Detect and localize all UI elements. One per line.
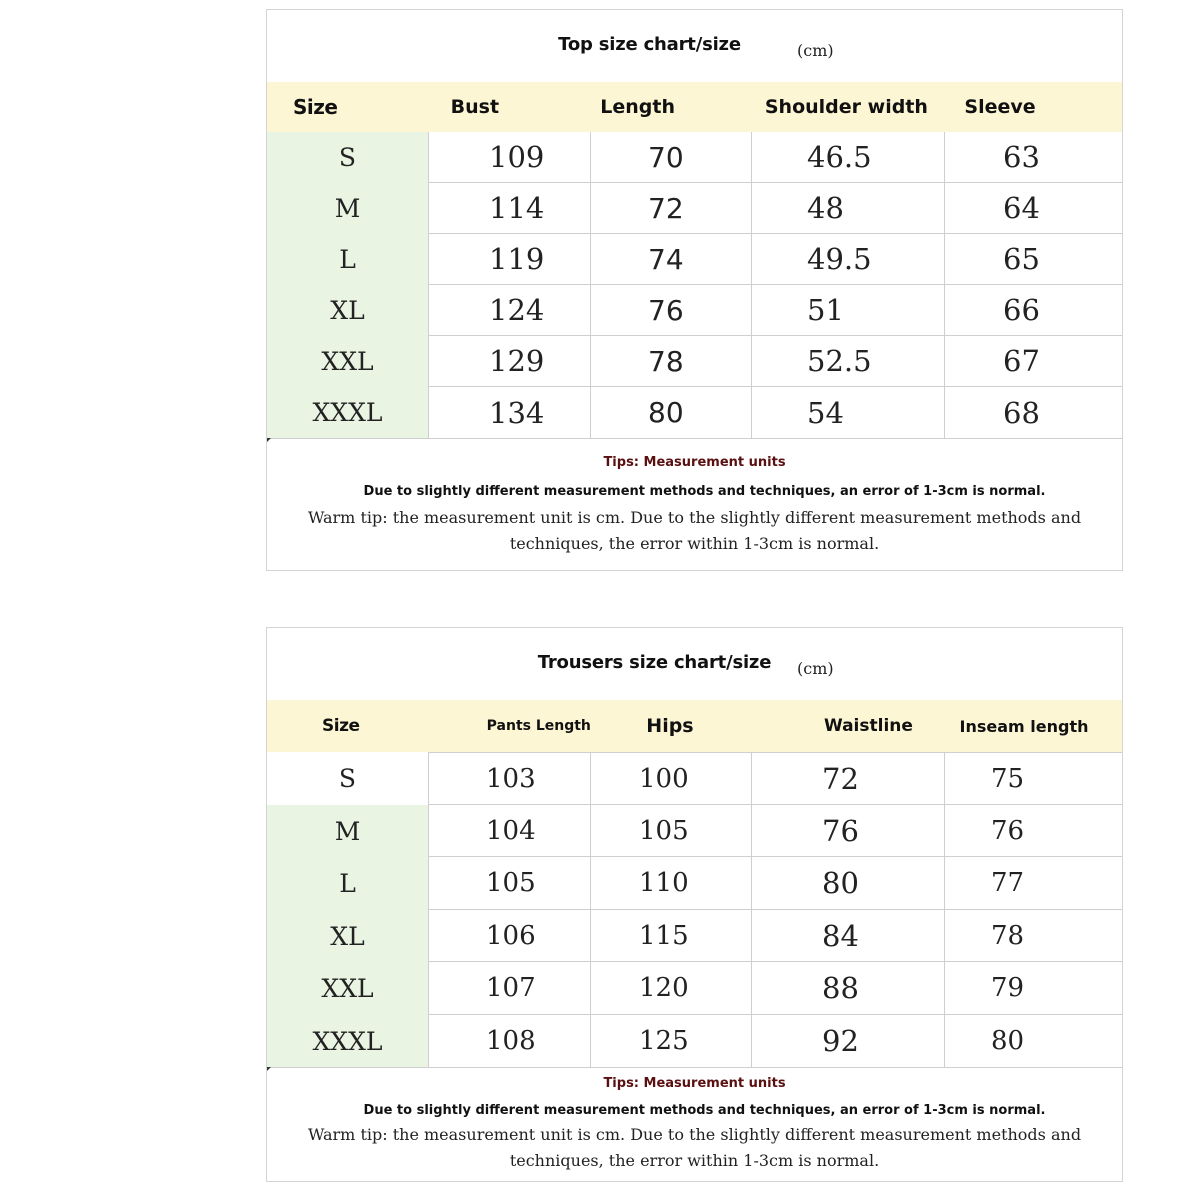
top-title-row [267,10,1122,82]
table-row [428,962,1122,1015]
tips-title: Tips: Measurement units [603,455,786,470]
waistline-cell: 88 [751,962,944,1014]
sleeve-cell: 65 [944,234,1122,284]
trousers-table-body [267,752,1122,1067]
pants-length-cell: 103 [428,753,590,804]
top-data-columns [428,132,1122,438]
table-row [428,387,1122,438]
top-header-bust: Bust [450,96,500,118]
inseam-length-cell: 75 [944,753,1122,804]
shoulder-width-cell: 46.5 [751,132,944,182]
length-cell: 70 [590,132,751,182]
inseam-length-cell: 76 [944,805,1122,856]
waistline-cell: 80 [751,857,944,909]
size-cell: XL [330,296,365,325]
size-cell: XXL [321,347,374,376]
size-cell: S [338,143,357,172]
shoulder-width-cell: 54 [751,387,944,438]
waistline-cell: 76 [751,805,944,856]
waistline-cell: 72 [751,753,944,804]
top-header-size: Size [293,95,338,119]
hips-cell: 120 [590,962,751,1014]
warm-tip: Warm tip: the measurement unit is cm. Due to the slightly different measurement methods and techniques, the error within 1-3cm is normal. [307,508,1082,553]
size-cell: XXXL [267,1015,428,1067]
sleeve-cell: 68 [944,387,1122,438]
corner-mark [267,1067,271,1071]
tips-line: Due to slightly different measurement methods and techniques, an error of 1-3cm is normal. [363,484,1046,499]
table-row [428,857,1122,910]
tips-title: Tips: Measurement units [603,1076,786,1091]
bust-cell: 114 [428,183,590,233]
table-row [428,1015,1122,1067]
top-size-chart [266,9,1123,571]
trousers-size-column [267,752,428,1067]
trousers-header-inseam-length: Inseam length [959,716,1089,736]
top-chart-title: Top size chart/size [558,34,741,55]
hips-cell: 100 [590,753,751,804]
size-cell: XXL [267,962,428,1015]
size-cell: L [267,857,428,910]
length-cell: 78 [590,336,751,386]
trousers-data-columns [428,752,1122,1067]
trousers-chart-title: Trousers size chart/size [537,652,772,673]
table-row [428,336,1122,387]
top-header-row [267,82,1122,132]
trousers-size-chart [266,627,1123,1182]
bust-cell: 119 [428,234,590,284]
table-row [428,805,1122,857]
shoulder-width-cell: 48 [751,183,944,233]
sleeve-cell: 67 [944,336,1122,386]
top-header-sleeve: Sleeve [964,96,1036,118]
sleeve-cell: 63 [944,132,1122,182]
bust-cell: 129 [428,336,590,386]
hips-cell: 115 [590,910,751,961]
bust-cell: 109 [428,132,590,182]
table-row [428,285,1122,336]
size-cell: M [267,805,428,857]
inseam-length-cell: 79 [944,962,1122,1014]
pants-length-cell: 107 [428,962,590,1014]
inseam-length-cell: 78 [944,910,1122,961]
trousers-header-size: Size [322,716,360,736]
sleeve-cell: 66 [944,285,1122,335]
trousers-header-hips: Hips [646,715,694,737]
top-size-column [267,132,428,438]
warm-tip: Warm tip: the measurement unit is cm. Due to the slightly different measurement methods and techniques, the error within 1-3cm is normal. [307,1125,1082,1170]
corner-mark [267,438,271,442]
size-cell: M [334,194,361,223]
bust-cell: 124 [428,285,590,335]
pants-length-cell: 106 [428,910,590,961]
size-cell: S [338,764,357,793]
table-row [428,183,1122,234]
pants-length-cell: 105 [428,857,590,909]
top-table-body [267,132,1122,438]
bust-cell: 134 [428,387,590,438]
trousers-title-row [267,628,1122,700]
table-row [428,910,1122,962]
table-row [428,752,1122,805]
length-cell: 80 [590,387,751,438]
top-tips-section [267,438,1122,557]
size-cell: XL [267,910,428,962]
inseam-length-cell: 80 [944,1015,1122,1067]
shoulder-width-cell: 49.5 [751,234,944,284]
length-cell: 76 [590,285,751,335]
waistline-cell: 84 [751,910,944,961]
top-header-shoulder-width: Shoulder width [764,96,928,118]
size-cell: XXXL [312,398,383,427]
shoulder-width-cell: 51 [751,285,944,335]
length-cell: 72 [590,183,751,233]
trousers-header-pants-length: Pants Length [486,718,591,734]
hips-cell: 110 [590,857,751,909]
table-row [428,234,1122,285]
inseam-length-cell: 77 [944,857,1122,909]
pants-length-cell: 108 [428,1015,590,1067]
pants-length-cell: 104 [428,805,590,856]
trousers-chart-unit: (cm) [797,659,834,678]
hips-cell: 105 [590,805,751,856]
sleeve-cell: 64 [944,183,1122,233]
trousers-tips-section [267,1067,1122,1174]
waistline-cell: 92 [751,1015,944,1067]
table-row [428,132,1122,183]
trousers-header-row [267,700,1122,752]
trousers-header-waistline: Waistline [823,716,913,736]
tips-line: Due to slightly different measurement methods and techniques, an error of 1-3cm is normal. [363,1103,1046,1118]
size-cell: L [339,245,356,274]
shoulder-width-cell: 52.5 [751,336,944,386]
length-cell: 74 [590,234,751,284]
hips-cell: 125 [590,1015,751,1067]
top-chart-unit: (cm) [797,41,834,60]
top-header-length: Length [600,96,675,118]
